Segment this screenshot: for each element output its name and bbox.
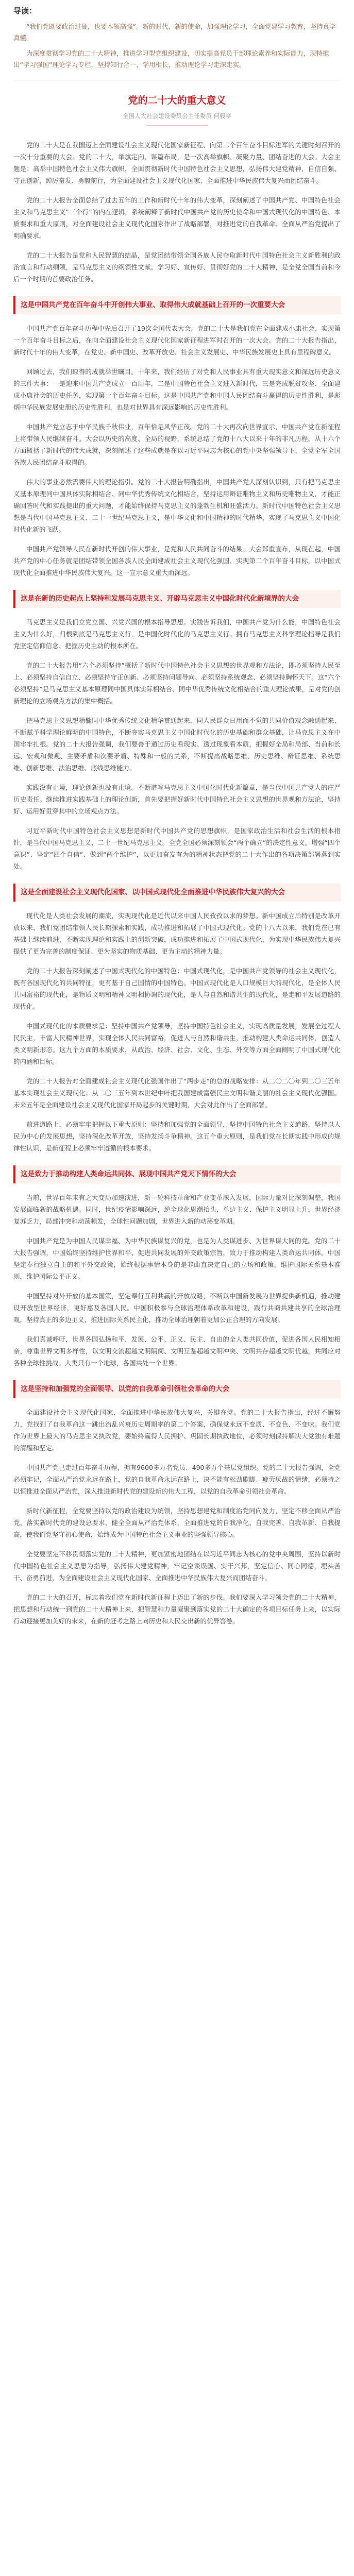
guide-paragraph: “我们党既要政治过硬，也要本领高强”。新的时代，新的使命，加强理论学习，全面党建学习教育，坚持真学真懂。 bbox=[13, 23, 336, 42]
article-author: 全国人大社会建设委员会主任委员 何毅亭 bbox=[123, 112, 231, 120]
body-paragraph: 党的二十大报告对全面建成社会主义现代化强国作出了“两步走”的总的战略安排：从二〇二〇年到二〇三五年基本实现社会主义现代化；从二〇三五年到本世纪中叶把我国建成富强民主文明和谐美丽的社会主义现代化强国。未来五年是全面建设社会主义现代化国家开局起步的关键时期，大会对此作出了全面部署。 bbox=[13, 1077, 341, 1109]
section-heading: 这是中国共产党在百年奋斗中开创伟大事业、取得伟大成就基础上召开的一次重要大会 bbox=[13, 296, 341, 314]
body-paragraph: 全党要坚定不移贯彻落实党的二十大精神，更加紧密地团结在以习近平同志为核心的党中央周围，坚持以新时代中国特色社会主义思想为指导，弘扬伟大建党精神，牢记空谈误国、实干兴邦，坚定信心、同心同德，埋头苦干、奋勇前进，为全面建设社会主义现代化国家、全面推进中华民族伟大复兴而团结奋斗。 bbox=[13, 1550, 341, 1582]
title-divider bbox=[146, 125, 208, 126]
body-paragraph: 中国共产党已走过百年奋斗历程，拥有9600多万名党员、490多万个基层党组织。党的二十大报告强调，全党必须牢记，全面从严治党永远在路上，党的自我革命永远在路上，决不能有松劲歇脚、疲劳厌战的情绪，必须持之以恒推进全面从严治党，深入推进新时代党的建设新的伟大工程，以党的自我革命引领社会革命。 bbox=[13, 1464, 341, 1495]
body-paragraph: 中国共产党是为中国人民谋幸福、为中华民族谋复兴的党，也是为人类谋进步、为世界谋大同的党。党的二十大报告强调，中国始终坚持维护世界和平、促进共同发展的外交政策宗旨，致力于推动构建人类命运共同体。中国坚定奉行独立自主的和平外交政策，始终根据事情本身的是非曲直决定自己的立场和政策，维护国际关系基本准则，维护国际公平正义。 bbox=[13, 1237, 341, 1280]
article-title: 党的二十大的重大意义 bbox=[128, 95, 226, 106]
body-paragraph: 党的二十大的召开，标志着我们党在新时代新征程上迈出了新的步伐。我们要深入学习领会党的二十大精神，把思想和行动统一到党的二十大精神上来，把智慧和力量凝聚到落实党的二十大确定的各项目标任务上来，以实际行动迎接更加美好的未来，在新的赶考之路上向历史和人民交出新的优异答卷。 bbox=[13, 1594, 341, 1625]
body-paragraph: 回顾过去，我们取得的成就举世瞩目。十年来，我们经历了对党和人民事业具有重大现实意义和深远历史意义的三件大事：一是迎来中国共产党成立一百周年，二是中国特色社会主义进入新时代，三是完成脱贫攻坚、全面建成小康社会的历史任务，实现第一个百年奋斗目标。这是中国共产党和中国人民团结奋斗赢得的历史性胜利，是彪炳中华民族发展史册的历史性胜利，也是对世界具有深远影响的历史性胜利。 bbox=[13, 368, 341, 411]
article-header bbox=[0, 80, 354, 131]
body-paragraph: 中国式现代化的本质要求是：坚持中国共产党领导，坚持中国特色社会主义，实现高质量发展，发展全过程人民民主，丰富人民精神世界，实现全体人民共同富裕，促进人与自然和谐共生，推动构建人类命运共同体，创造人类文明新形态。这九个方面的本质要求，从政治、经济、社会、文化、生态、外交等方面全面阐明了中国式现代化的内涵和目标。 bbox=[13, 1022, 341, 1065]
section-heading: 这是全面建设社会主义现代化国家、以中国式现代化全面推进中华民族伟大复兴的大会 bbox=[13, 884, 341, 902]
body-paragraph: 党的二十大报告深刻阐述了中国式现代化的中国特色：中国式现代化，是中国共产党领导的社会主义现代化，既有各国现代化的共同特征，更有基于自己国情的中国特色。中国式现代化是人口规模巨大的现代化，是全体人民共同富裕的现代化，是物质文明和精神文明相协调的现代化，是人与自然和谐共生的现代化，是走和平发展道路的现代化。 bbox=[13, 967, 341, 1010]
body-paragraph: 党的二十大报告全面总结了过去五年的工作和新时代十年的伟大变革，深刻阐述了中国共产党、中国特色社会主义和马克思主义“三个行”的内在逻辑，系统阐释了新时代中国共产党的历史使命和中国式现代化的中国特色、本质要求和重大原则，对全面建设社会主义现代化国家作出了战略部署，对推进党的自我革命、全面从严治党提出了明确要求。 bbox=[13, 196, 341, 240]
body-paragraph: 党的二十大是在我国迈上全面建设社会主义现代化国家新征程、向第二个百年奋斗目标进军的关键时刻召开的一次十分重要的大会。党的二十大，举旗定向、谋篇布局，是一次高举旗帜、凝聚力量、团结奋进的大会。大会主题是：高举中国特色社会主义伟大旗帜，全面贯彻新时代中国特色社会主义思想，弘扬伟大建党精神，自信自强、守正创新，踔厉奋发、勇毅前行，为全面建设社会主义现代化国家、全面推进中华民族伟大复兴而团结奋斗。 bbox=[13, 141, 341, 184]
guide-paragraph: 为深度贯彻学习党的二十大精神，推进学习型党组织建设，切实提高党员干部理论素养和实际能力，现特推出“学习强国”理论学习专栏，坚持知行合一、学用相长，推动理论学习走深走实。 bbox=[13, 49, 329, 69]
body-paragraph: 伟大的事业必然需要伟大的理论指引。党的二十大报告明确指出，中国共产党人深刻认识到，只有把马克思主义基本原理同中国具体实际相结合、同中华优秀传统文化相结合，坚持运用辩证唯物主义和历史唯物主义，才能正确回答时代和实践提出的重大问题，才能始终保持马克思主义的蓬勃生机和旺盛活力。新时代中国特色社会主义思想是当代中国马克思主义、二十一世纪马克思主义，是中华文化和中国精神的时代精华，实现了马克思主义中国化时代化新的飞跃。 bbox=[13, 478, 341, 533]
guide-label: 导读： bbox=[13, 6, 37, 15]
body-paragraph: 新时代新征程，全党要坚持以党的政治建设为统领，坚持思想建党和制度治党同向发力，坚定不移全面从严治党，落实新时代党的建设总要求，健全全面从严治党体系，全面推进党的自我净化、自我完善、自我革新、自我提高，使我们党坚守初心使命，始终成为中国特色社会主义事业的坚强领导核心。 bbox=[13, 1507, 341, 1538]
body-paragraph: 前进道路上，必须牢牢把握以下重大原则：坚持和加强党的全面领导，坚持中国特色社会主义道路，坚持以人民为中心的发展思想，坚持深化改革开放，坚持发扬斗争精神。这五个重大原则，是我们党在长期实践中形成的规律性认识，是新征程上必须牢牢遵循的根本要求。 bbox=[13, 1121, 341, 1152]
body-paragraph: 中国共产党立志于中华民族千秋伟业，百年恰是风华正茂。党的二十大再次向世界宣示，中国共产党在新征程上将带领人民继续奋斗。大会以历史的高度、全局的视野，系统总结了党的十八大以来十年的非凡历程，从十六个方面概括了新时代的伟大成就，深刻阐述了这些成就是在以习近平同志为核心的党中央坚强领导下、全党全军全国各族人民团结奋斗取得的。 bbox=[13, 423, 341, 466]
body-paragraph: 中国坚持对外开放的基本国策，坚定奉行互利共赢的开放战略，不断以中国新发展为世界提供新机遇，推动建设开放型世界经济，更好惠及各国人民。中国积极参与全球治理体系改革和建设，践行共商共建共享的全球治理观，坚持真正的多边主义，推进国际关系民主化，推动全球治理朝着更加公正合理的方向发展。 bbox=[13, 1292, 341, 1324]
section-heading: 这是坚持和加强党的全面领导、以党的自我革命引领社会革命的大会 bbox=[13, 1380, 341, 1398]
body-paragraph: 马克思主义是我们立党立国、兴党兴国的根本指导思想。实践告诉我们，中国共产党为什么能，中国特色社会主义为什么好，归根到底是马克思主义行，是中国化时代化的马克思主义行。拥有马克思主义科学理论指导是我们党坚定信仰信念、把握历史主动的根本所在。 bbox=[13, 618, 341, 650]
body-paragraph: 把马克思主义思想精髓同中华优秀传统文化精华贯通起来，同人民群众日用而不觉的共同价值观念融通起来，不断赋予科学理论鲜明的中国特色，不断夯实马克思主义中国化时代化的历史基础和群众基础，让马克思主义在中国牢牢扎根。党的二十大报告强调，我们要善于通过历史看现实、透过现象看本质，把握好全局和局部、当前和长远、宏观和微观、主要矛盾和次要矛盾、特殊和一般的关系，不断提高战略思维、历史思维、辩证思维、系统思维、创新思维、法治思维、底线思维能力。 bbox=[13, 717, 341, 772]
body-paragraph: 习近平新时代中国特色社会主义思想是新时代中国共产党的思想旗帜，是国家政治生活和社会生活的根本指针，是当代中国马克思主义、二十一世纪马克思主义。全党全国必须深刻领会“两个确立”的决定性意义，增强“四个意识”、坚定“四个自信”、做到“两个维护”，以更加奋发有为的精神状态把党的二十大作出的各项决策部署落到实处。 bbox=[13, 827, 341, 870]
body-paragraph: 中国共产党百年奋斗历程中先后召开了19次全国代表大会。党的二十大是我们党在全面建成小康社会、实现第一个百年奋斗目标之后，在向全面建设社会主义现代化国家新征程进军时召开的一次大会。党的二十大报告指出，新时代十年的伟大变革，在党史、新中国史、改革开放史、社会主义发展史、中华民族发展史上具有里程碑意义。 bbox=[13, 325, 341, 356]
body-paragraph: 当前，世界百年未有之大变局加速演进，新一轮科技革命和产业变革深入发展，国际力量对比深刻调整，我国发展面临新的战略机遇。同时，世纪疫情影响深远，逆全球化思潮抬头，单边主义、保护主义明显上升，世界经济复苏乏力，局部冲突和动荡频发，全球性问题加剧，世界进入新的动荡变革期。 bbox=[13, 1194, 341, 1225]
body-paragraph: 全面建设社会主义现代化国家、全面推进中华民族伟大复兴，关键在党。党的二十大报告指出，经过不懈努力，党找到了自我革命这一跳出治乱兴衰历史周期率的第二个答案，确保党永远不变质、不变色、不变味。我们党作为世界上最大的马克思主义执政党，要始终赢得人民拥护、巩固长期执政地位，必须时刻保持解决大党独有难题的清醒和坚定。 bbox=[13, 1409, 341, 1452]
body-paragraph: 中国共产党领导人民在新时代开创的伟大事业，是党和人民共同奋斗的结果。大会郑重宣布，从现在起，中国共产党的中心任务就是团结带领全国各族人民全面建成社会主义现代化强国、实现第二个百年奋斗目标，以中国式现代化全面推进中华民族伟大复兴。这一宣示意义重大而深远。 bbox=[13, 545, 341, 577]
body-paragraph: 实践没有止境，理论创新也没有止境。不断谱写马克思主义中国化时代化新篇章，是当代中国共产党人的庄严历史责任。继续推进实践基础上的理论创新，首先要把握好新时代中国特色社会主义思想的世界观和方法论，坚持好、运用好贯穿其中的立场观点方法。 bbox=[13, 784, 341, 815]
guide-section bbox=[0, 0, 354, 71]
section-heading: 这是致力于推动构建人类命运共同体、展现中国共产党天下情怀的大会 bbox=[13, 1165, 341, 1183]
section-heading: 这是在新的历史起点上坚持和发展马克思主义、开辟马克思主义中国化时代化新境界的大会 bbox=[13, 590, 341, 608]
body-paragraph: 我们真诚呼吁，世界各国弘扬和平、发展、公平、正义、民主、自由的全人类共同价值，促进各国人民相知相亲，尊重世界文明多样性，以文明交流超越文明隔阂、文明互鉴超越文明冲突、文明共存超越文明优越，共同应对各种全球性挑战。人类只有一个地球，各国共处一个世界。 bbox=[13, 1335, 341, 1367]
body-paragraph: 现代化是人类社会发展的潮流，实现现代化是近代以来中国人民孜孜以求的梦想。新中国成立后特别是改革开放以来，我们党团结带领人民长期探索和实践，成功推进和拓展了中国式现代化。党的十八大以来，我们党在已有基础上继续前进，不断实现理论和实践上的创新突破，成功推进和拓展了中国式现代化，为实现中华民族伟大复兴提供了更为完善的制度保证、更为坚实的物质基础、更为主动的精神力量。 bbox=[13, 912, 341, 955]
body-paragraph: 党的二十大报告是党和人民智慧的结晶，是党团结带领全国各族人民夺取新时代中国特色社会主义新胜利的政治宣言和行动纲领，是马克思主义的纲领性文献。学习好、宣传好、贯彻好党的二十大精神，是全党全国当前和今后一个时期的首要政治任务。 bbox=[13, 251, 341, 283]
body-paragraph: 党的二十大报告用“六个必须坚持”概括了新时代中国特色社会主义思想的世界观和方法论，即必须坚持人民至上、必须坚持自信自立、必须坚持守正创新、必须坚持问题导向、必须坚持系统观念、必须坚持胸怀天下。这“六个必须坚持”是马克思主义基本原理同中国具体实际相结合、同中华优秀传统文化相结合的重大理论成果，是对党的创新理论的立场观点方法的集中概括。 bbox=[13, 662, 341, 705]
article-body bbox=[0, 131, 354, 1627]
